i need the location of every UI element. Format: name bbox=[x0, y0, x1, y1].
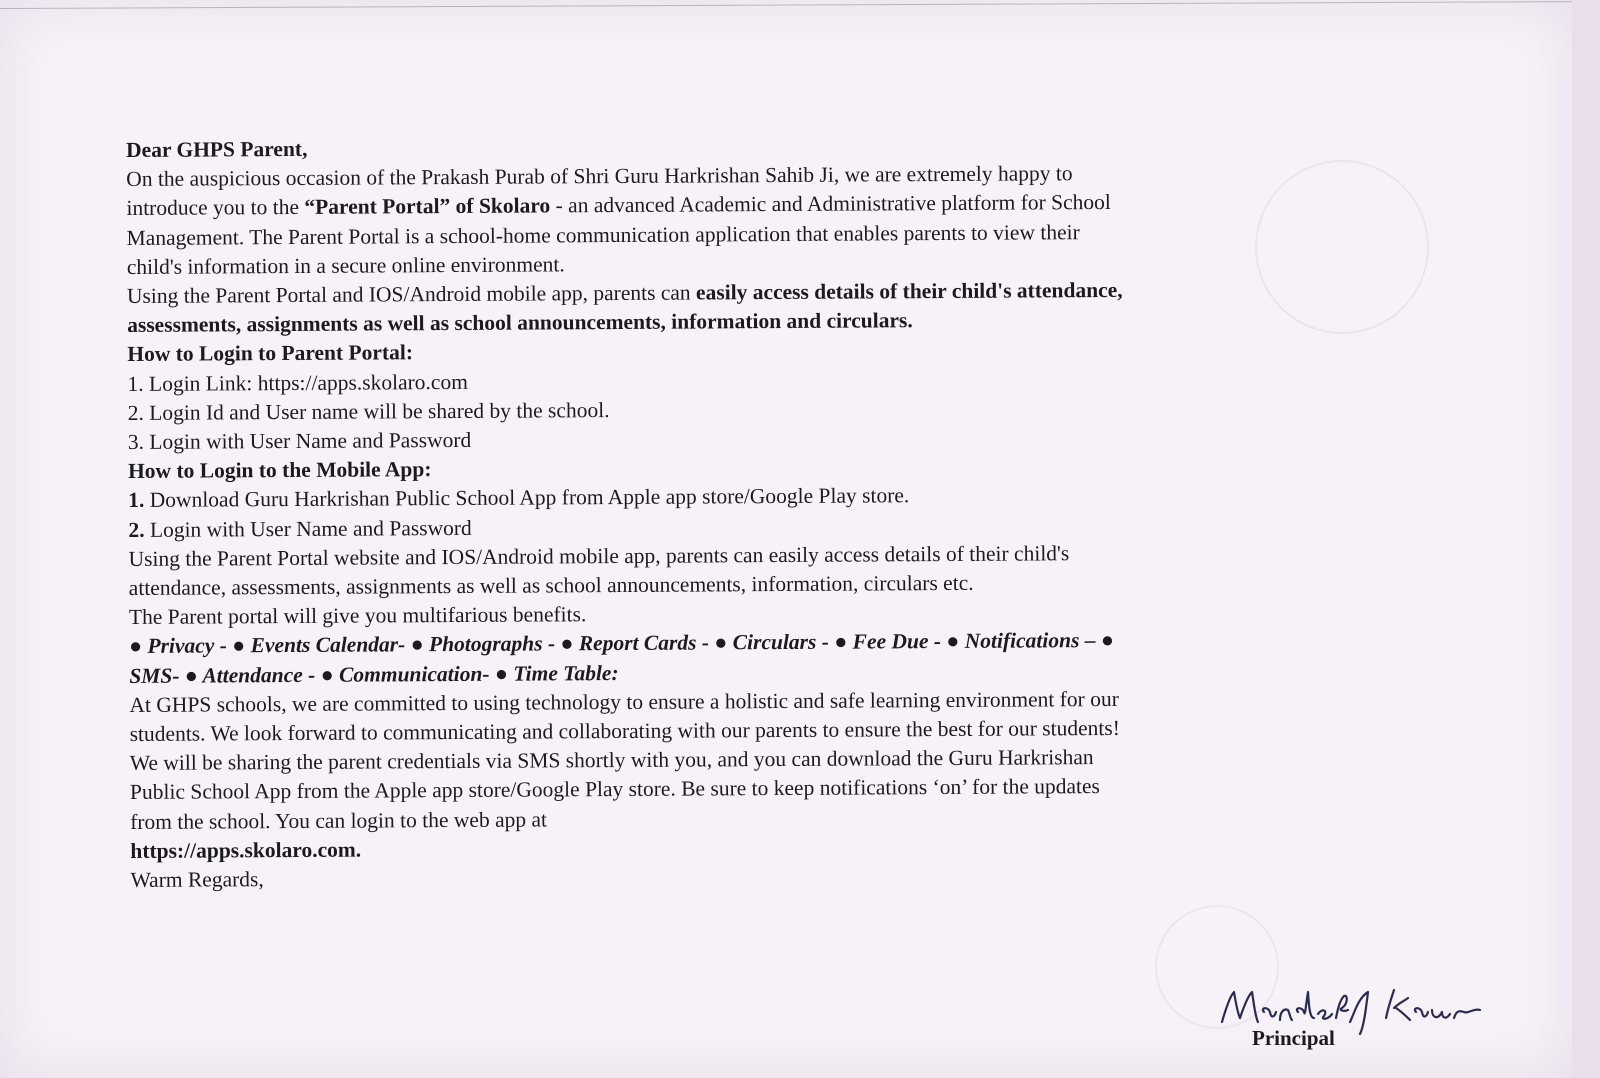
intro-text-2: - an advanced Academic and Administrative platform for School Management. The Parent Portal is a school-home communication application that enables parents to view their child's information in a secure online environment. bbox=[126, 190, 1111, 279]
app-step-2-number: 2. bbox=[128, 517, 145, 542]
credentials-paragraph: We will be sharing the parent credentials via SMS shortly with you, and you can download the Guru Harkrishan Public School App from the Apple app store/Google Play store. Be sure to keep notifications ‘on’ for the updates from the school. You can login to the web app at bbox=[129, 745, 1100, 834]
commitment-paragraph: At GHPS schools, we are committed to using technology to ensure a holistic and safe learning environment for our students. We look forward to communicating and collaborating with our parents to ensure the best for our students! bbox=[129, 686, 1120, 747]
web-app-link: https://apps.skolaro.com. bbox=[130, 837, 362, 863]
portal-step-3: 3. Login with User Name and Password bbox=[127, 427, 472, 455]
app-step-1-text: Download Guru Harkrishan Public School App from Apple app store/Google Play store. bbox=[144, 483, 910, 513]
scanner-background bbox=[1572, 0, 1600, 1078]
salutation: Dear GHPS Parent, bbox=[126, 136, 308, 162]
intro-portal-name: “Parent Portal” of Skolaro bbox=[304, 193, 551, 220]
website-usage-paragraph: Using the Parent Portal website and IOS/Android mobile app, parents can easily access details of their child's attendance, assessments, assignments as well as school announcements, information, circulars etc. bbox=[128, 541, 1070, 601]
portal-step-1: 1. Login Link: https://apps.skolaro.com bbox=[127, 369, 468, 396]
intro-paragraph bbox=[126, 159, 1137, 282]
usage-highlight: easily access details of their child's attendance, assessments, assignments as well as school announcements, information and circulars. bbox=[127, 277, 1123, 338]
usage-paragraph bbox=[127, 276, 1137, 341]
benefits-list: ● Privacy - ● Events Calendar- ● Photographs - ● Report Cards - ● Circulars - ● Fee Due - ● Notifications – ● SMS- ● Attendance - ● Communication- ● Time Table: bbox=[129, 628, 1114, 688]
closing: Warm Regards, bbox=[130, 867, 264, 893]
benefits-intro: The Parent portal will give you multifarious benefits. bbox=[128, 602, 587, 630]
portal-step-2: 2. Login Id and User name will be shared by the school. bbox=[127, 397, 610, 425]
app-step-1-number: 1. bbox=[128, 488, 145, 513]
bleed-through-seal bbox=[1255, 160, 1429, 334]
portal-login-heading: How to Login to Parent Portal: bbox=[127, 340, 414, 367]
app-step-2-text: Login with User Name and Password bbox=[144, 515, 472, 542]
signatory-title: Principal bbox=[1252, 1026, 1335, 1050]
letter-body bbox=[126, 130, 1141, 895]
intro-text-1: On the auspicious occasion of the Prakash Purab of Shri Guru Harkrishan Sahib Ji, we are extremely happy to introduce you to the bbox=[126, 161, 1073, 221]
usage-text: Using the Parent Portal and IOS/Android mobile app, parents can bbox=[126, 280, 697, 309]
app-login-heading: How to Login to the Mobile App: bbox=[127, 457, 432, 484]
